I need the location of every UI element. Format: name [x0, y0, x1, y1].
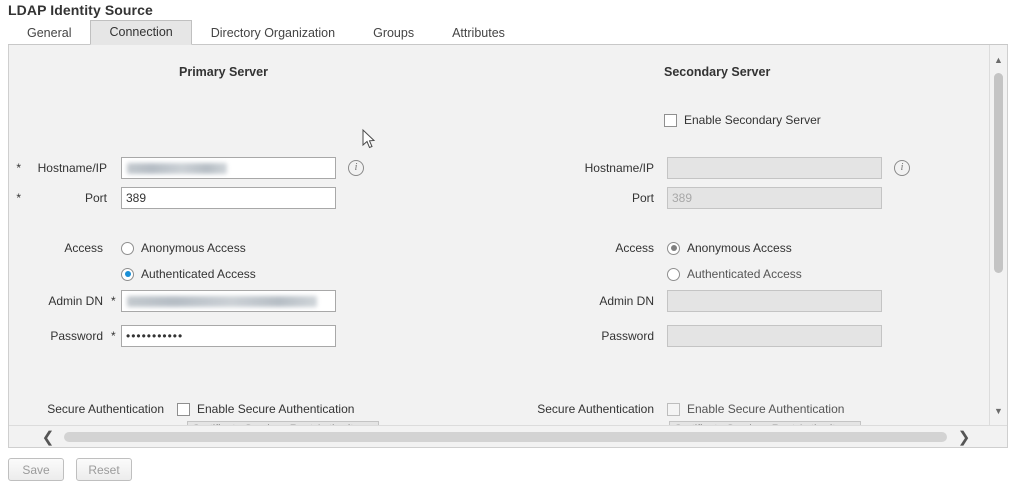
secondary-port-row: [499, 187, 882, 209]
primary-admin-dn-required-marker: *: [111, 294, 116, 308]
secondary-authenticated-access-label: Authenticated Access: [687, 267, 802, 281]
tab-connection[interactable]: Connection: [90, 20, 191, 45]
primary-port-row: [9, 187, 429, 209]
connection-panel: [8, 45, 1008, 448]
tab-directory-organization[interactable]: Directory Organization: [210, 26, 336, 40]
primary-anonymous-access-label: Anonymous Access: [141, 241, 246, 255]
primary-access-label: Access: [64, 241, 103, 255]
primary-hostname-row: [9, 157, 429, 179]
secondary-access-label: Access: [615, 241, 654, 255]
secondary-password-label: Password: [601, 329, 654, 343]
secondary-hostname-input[interactable]: [667, 157, 882, 179]
primary-admin-dn-label: Admin DN: [48, 294, 103, 308]
primary-access-row-authenticated: [9, 263, 256, 285]
secondary-anonymous-access-radio[interactable]: [667, 242, 680, 255]
secondary-server-header: Secondary Server: [664, 65, 771, 79]
horizontal-scroll-thumb[interactable]: [64, 432, 947, 442]
connection-form: [9, 45, 991, 425]
secondary-access-row-authenticated: [499, 263, 802, 285]
primary-hostname-required-marker: *: [16, 161, 21, 175]
secondary-authenticated-access-radio[interactable]: [667, 268, 680, 281]
secondary-admin-dn-label: Admin DN: [599, 294, 654, 308]
redacted-admin-dn-value: [127, 296, 317, 307]
tab-bar: [8, 20, 1008, 45]
primary-anonymous-access-radio[interactable]: [121, 242, 134, 255]
secondary-port-label: Port: [631, 191, 654, 205]
horizontal-scrollbar[interactable]: [9, 425, 1007, 447]
primary-admin-dn-input[interactable]: [121, 290, 336, 312]
primary-secure-auth-row: [9, 398, 354, 420]
enable-secondary-server-row[interactable]: [664, 109, 821, 131]
vertical-scroll-thumb[interactable]: [994, 73, 1003, 273]
enable-secondary-server-label: Enable Secondary Server: [684, 113, 821, 127]
secondary-secure-auth-label: Secure Authentication: [537, 402, 654, 416]
mouse-cursor: [363, 130, 377, 150]
primary-password-row: [9, 325, 336, 347]
primary-port-required-marker: *: [16, 191, 21, 205]
primary-admin-dn-row: [9, 290, 336, 312]
primary-password-required-marker: *: [111, 329, 116, 343]
primary-password-input[interactable]: [121, 325, 336, 347]
enable-secondary-server-checkbox[interactable]: [664, 114, 677, 127]
primary-hostname-info-icon[interactable]: i: [348, 160, 364, 176]
primary-password-label: Password: [50, 329, 103, 343]
secondary-enable-secure-auth-checkbox[interactable]: [667, 403, 680, 416]
primary-port-label: Port: [84, 191, 107, 205]
secondary-port-input[interactable]: [667, 187, 882, 209]
vertical-scrollbar[interactable]: [989, 45, 1007, 425]
primary-server-header: Primary Server: [179, 65, 268, 79]
primary-enable-secure-auth-label: Enable Secure Authentication: [197, 402, 355, 416]
secondary-anonymous-access-label: Anonymous Access: [687, 241, 792, 255]
primary-hostname-label: Hostname/IP: [37, 161, 107, 175]
reset-button[interactable]: Reset: [76, 458, 132, 481]
secondary-hostname-info-icon[interactable]: i: [894, 160, 910, 176]
secondary-hostname-row: [499, 157, 910, 179]
secondary-admin-dn-row: [499, 290, 882, 312]
secondary-password-row: [499, 325, 882, 347]
secondary-hostname-label: Hostname/IP: [584, 161, 654, 175]
redacted-hostname-value: [127, 163, 227, 174]
primary-hostname-input[interactable]: [121, 157, 336, 179]
form-actions: [8, 458, 132, 481]
primary-access-row-anonymous: [9, 237, 246, 259]
secondary-password-input[interactable]: [667, 325, 882, 347]
tab-general[interactable]: General: [27, 26, 72, 40]
primary-authenticated-access-label: Authenticated Access: [141, 267, 256, 281]
secondary-access-row-anonymous: [499, 237, 792, 259]
save-button[interactable]: Save: [8, 458, 64, 481]
secondary-secure-auth-row: [499, 398, 844, 420]
scroll-right-icon[interactable]: ❯: [957, 428, 971, 446]
primary-port-input[interactable]: [121, 187, 336, 209]
secondary-admin-dn-input[interactable]: [667, 290, 882, 312]
primary-enable-secure-auth-checkbox[interactable]: [177, 403, 190, 416]
tab-attributes[interactable]: Attributes: [452, 26, 505, 40]
primary-authenticated-access-radio[interactable]: [121, 268, 134, 281]
scroll-up-icon[interactable]: ▲: [994, 54, 1003, 65]
scroll-left-icon[interactable]: ❮: [41, 428, 55, 446]
secondary-enable-secure-auth-label: Enable Secure Authentication: [687, 402, 845, 416]
scroll-down-icon[interactable]: ▼: [994, 405, 1003, 416]
tab-groups[interactable]: Groups: [373, 26, 415, 40]
primary-secure-auth-label: Secure Authentication: [47, 402, 164, 416]
page-title: LDAP Identity Source: [8, 2, 153, 18]
